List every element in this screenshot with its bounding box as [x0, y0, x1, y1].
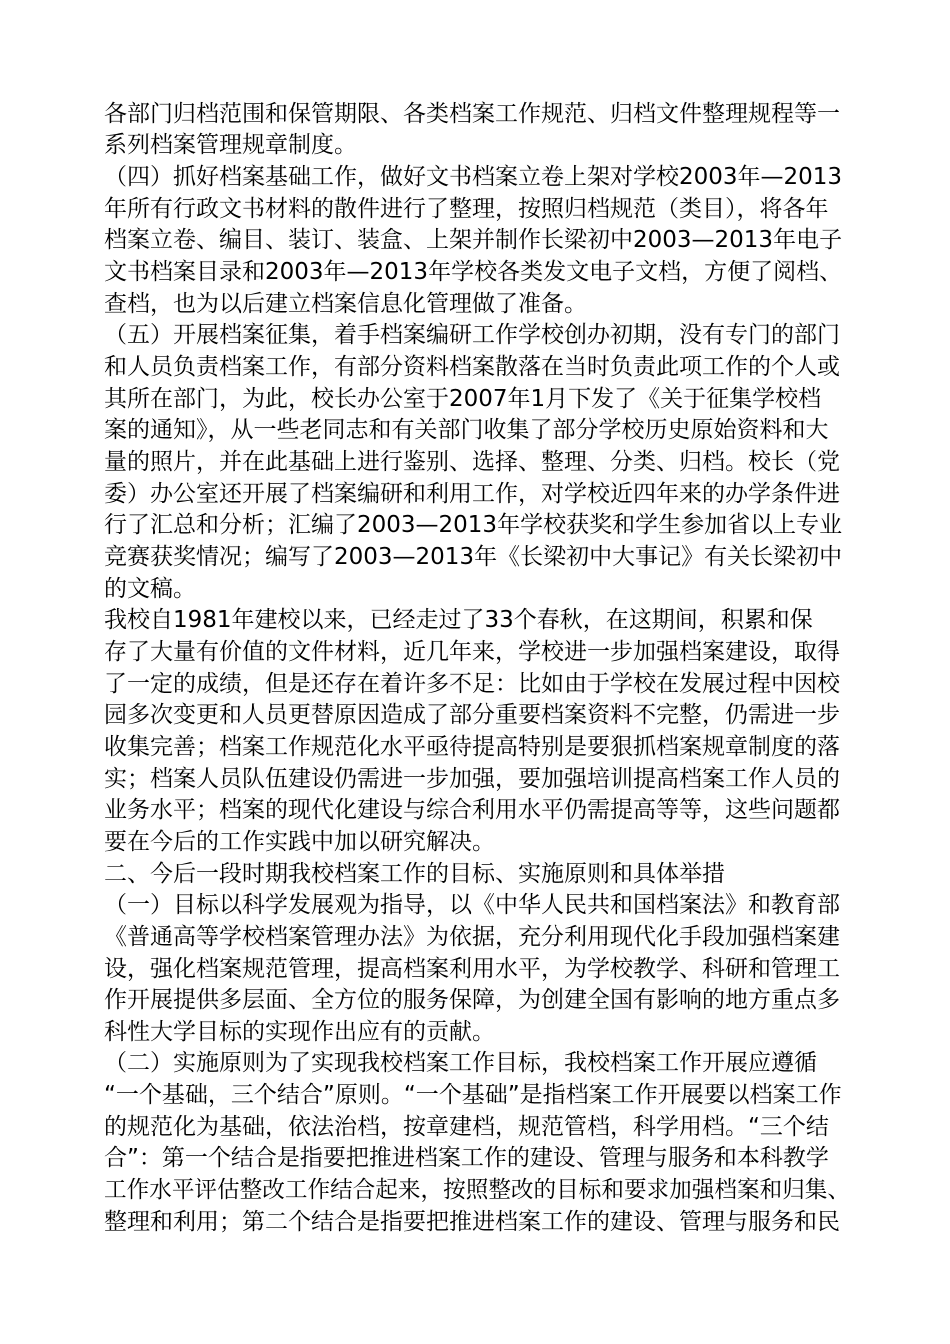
text-line: 《普通高等学校档案管理办法》为依据，充分利用现代化手段加强档案建	[104, 924, 840, 950]
text-line: 各部门归档范围和保管期限、各类档案工作规范、归档文件整理规程等一	[104, 101, 840, 127]
text-line: 档案立卷、编目、装订、装盒、上架并制作长梁初中2003—2013年电子	[104, 227, 843, 253]
text-line: 量的照片，并在此基础上进行鉴别、选择、整理、分类、归档。校长（党	[104, 449, 840, 475]
text-line: 行了汇总和分析；汇编了2003—2013年学校获奖和学生参加省以上专业	[104, 512, 843, 538]
text-line: 的规范化为基础，依法治档，按章建档，规范管档，科学用档。“三个结	[104, 1114, 829, 1140]
text-line: （一）目标以科学发展观为指导，以《中华人民共和国档案法》和教育部	[104, 892, 840, 918]
text-line: 要在今后的工作实践中加以研究解决。	[104, 829, 495, 855]
text-line: 存了大量有价值的文件材料，近几年来，学校进一步加强档案建设，取得	[104, 639, 840, 665]
text-line: 了一定的成绩，但是还存在着许多不足：比如由于学校在发展过程中因校	[104, 671, 840, 697]
text-line: 系列档案管理规章制度。	[104, 132, 357, 158]
text-line: 案的通知》，从一些老同志和有关部门收集了部分学校历史原始资料和大	[104, 417, 829, 443]
text-line: 其所在部门，为此，校长办公室于2007年1月下发了《关于征集学校档	[104, 386, 822, 412]
text-line: 设，强化档案规范管理，提高档案利用水平，为学校教学、科研和管理工	[104, 956, 840, 982]
text-line: 年所有行政文书材料的散件进行了整理，按照归档规范（类目），将各年	[104, 196, 829, 222]
text-line: 文书档案目录和2003年—2013年学校各类发文电子文档，方便了阅档、	[104, 259, 843, 285]
text-line: 我校自1981年建校以来，已经走过了33个春秋，在这期间，积累和保	[104, 607, 813, 633]
text-line: （四）抓好档案基础工作，做好文书档案立卷上架对学校2003年—2013	[104, 164, 843, 190]
text-line: 科性大学目标的实现作出应有的贡献。	[104, 1019, 495, 1045]
text-line: 工作水平评估整改工作结合起来，按照整改的目标和要求加强档案和归集、	[104, 1177, 851, 1203]
text-line: 竞赛获奖情况；编写了2003—2013年《长梁初中大事记》有关长梁初中	[104, 544, 843, 570]
text-line: 查档，也为以后建立档案信息化管理做了准备。	[104, 291, 587, 317]
text-line: 和人员负责档案工作，有部分资料档案散落在当时负责此项工作的个人或	[104, 354, 840, 380]
text-line: （五）开展档案征集，着手档案编研工作学校创办初期，没有专门的部门	[104, 322, 840, 348]
text-line: 收集完善；档案工作规范化水平亟待提高特别是要狠抓档案规章制度的落	[104, 734, 840, 760]
text-line: （二）实施原则为了实现我校档案工作目标，我校档案工作开展应遵循	[104, 1050, 817, 1076]
text-line: 业务水平；档案的现代化建设与综合利用水平仍需提高等等，这些问题都	[104, 797, 840, 823]
text-line: 作开展提供多层面、全方位的服务保障，为创建全国有影响的地方重点多	[104, 987, 840, 1013]
text-line: “一个基础，三个结合”原则。“一个基础”是指档案工作开展要以档案工作	[104, 1082, 842, 1108]
section-heading: 二、今后一段时期我校档案工作的目标、实施原则和具体举措	[104, 861, 725, 887]
text-line: 实；档案人员队伍建设仍需进一步加强，要加强培训提高档案工作人员的	[104, 766, 840, 792]
text-line: 的文稿。	[104, 576, 196, 602]
text-line: 委）办公室还开展了档案编研和利用工作，对学校近四年来的办学条件进	[104, 481, 840, 507]
text-line: 整理和利用；第二个结合是指要把推进档案工作的建设、管理与服务和民	[104, 1209, 840, 1235]
text-line: 合”：第一个结合是指要把推进档案工作的建设、管理与服务和本科教学	[104, 1145, 829, 1171]
text-line: 园多次变更和人员更替原因造成了部分重要档案资料不完整，仍需进一步	[104, 702, 840, 728]
